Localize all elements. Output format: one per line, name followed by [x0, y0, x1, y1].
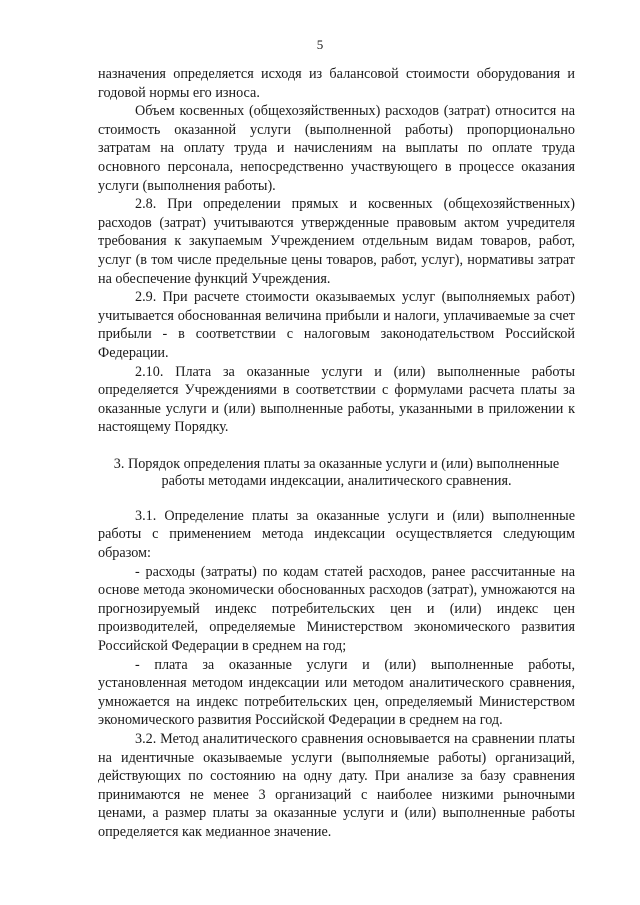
- paragraph-2-10: 2.10. Плата за оказанные услуги и (или) выполненные работы определяется Учреждениями в соответствии с формулами расчета платы за оказанные услуги и (или) выполненные работы, указанными в приложении к настоящему Порядку.: [98, 363, 575, 436]
- document-body: [98, 65, 575, 842]
- list-item-fee: - плата за оказанные услуги и (или) выполненные работы, установленная методом индексации или методом аналитического сравнения, умножается на индекс потребительских цен, определяемый Министерством экономического развития Российской Федерации в среднем на год.: [98, 656, 575, 729]
- section-heading: 3. Порядок определения платы за оказанные услуги и (или) выполненные работы методами индексации, аналитического сравнения.: [113, 455, 560, 489]
- paragraph-3-2: 3.2. Метод аналитического сравнения основывается на сравнении платы на идентичные оказываемые услуги (выполняемые работы) организаций, действующих по состоянию на одну дату. При анализе за базу сравнения принимаются не менее 3 организаций с наиболее низкими рыночными ценами, а размер платы за оказанные услуги и (или) выполненные работы определяется как медианное значение.: [98, 731, 575, 840]
- paragraph-2-9: 2.9. При расчете стоимости оказываемых услуг (выполняемых работ) учитывается обоснованная величина прибыли и налоги, уплачиваемые за счет прибыли - в соответствии с налоговым законодательством Российской Федерации.: [98, 289, 575, 361]
- paragraph-2-8: 2.8. При определении прямых и косвенных (общехозяйственных) расходов (затрат) учитываются утвержденные правовым актом учредителя требования к закупаемым Учреждением отдельным видам товаров, работ, услуг (в том числе предельные цены товаров, работ, услуг), нормативы затрат на обеспечение функций Учреждения.: [98, 196, 575, 287]
- page-number: 5: [316, 37, 324, 52]
- list-item-costs: - расходы (затраты) по кодам статей расходов, ранее рассчитанные на основе метода экономически обоснованных расходов (затрат), умножаются на прогнозируемый индекс потребительских цен и (или) индекс цен производителей, определяемые Министерством экономического развития Российской Федерации в среднем на год;: [98, 563, 575, 655]
- paragraph-continuation: назначения определяется исходя из балансовой стоимости оборудования и годовой нормы его износа.: [98, 66, 575, 101]
- paragraph-3-1: 3.1. Определение платы за оказанные услуги и (или) выполненные работы с применением метода индексации осуществляется следующим образом:: [98, 507, 575, 562]
- paragraph-indirect-costs: Объем косвенных (общехозяйственных) расходов (затрат) относится на стоимость оказанной услуги (выполненной работы) пропорционально затратам на оплату труда и начислениям на выплаты по оплате труда основного персонала, непосредственно участвующего в процессе оказания услуги (выполнения работы).: [98, 103, 575, 194]
